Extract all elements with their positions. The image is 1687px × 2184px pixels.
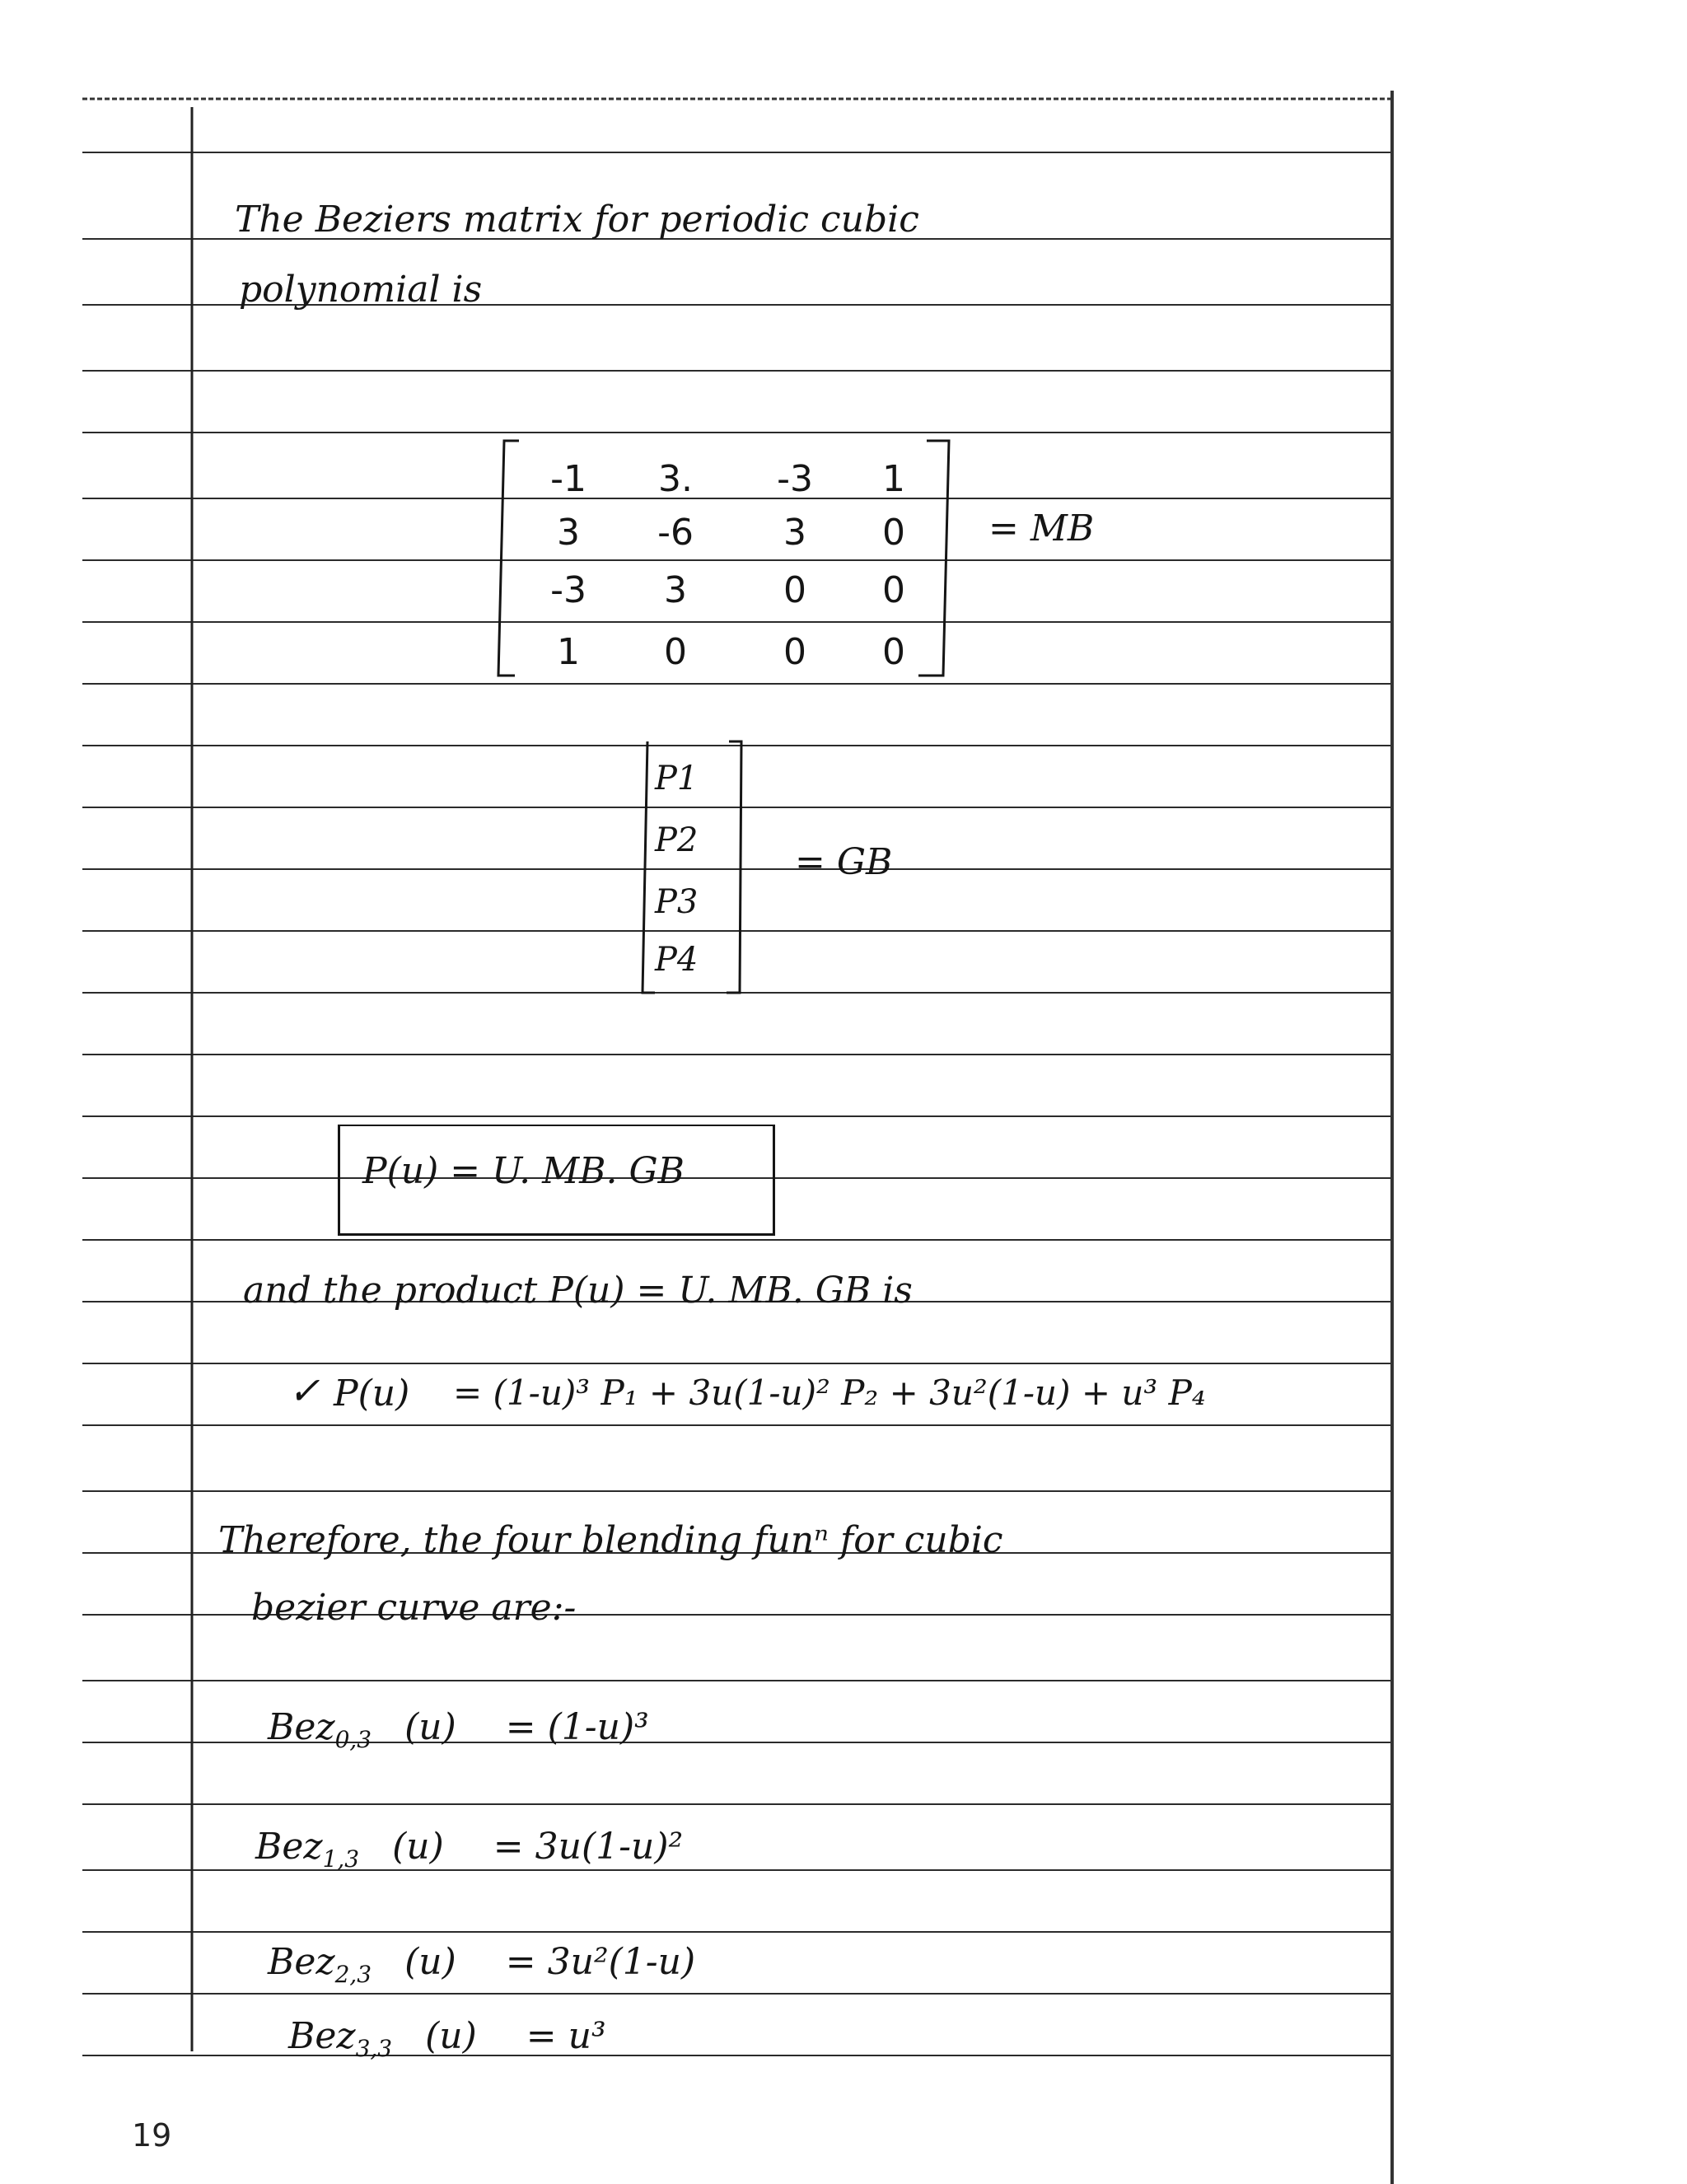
blending-name: Bez (268, 1706, 335, 1748)
expanded-rhs: = (1-u)³ P₁ + 3u(1-u)² P₂ + 3u²(1-u) + u³ P₄ (453, 1373, 1206, 1413)
blending-subscript: 3,3 (355, 2035, 393, 2062)
blending-subscript: 1,3 (322, 1845, 360, 1873)
blending-function-row (255, 1826, 684, 1873)
matrix-cell: 1 (557, 631, 580, 673)
vector-gb (634, 737, 750, 997)
blending-function-row (288, 2015, 606, 2062)
matrix-cell: 3. (658, 458, 693, 500)
blending-name: Bez (288, 2015, 356, 2057)
product-sentence: and the product P(u) = U. MB. GB is (243, 1270, 913, 1312)
blending-value: = u³ (526, 2015, 606, 2057)
matrix-cell: 0 (882, 631, 905, 673)
blending-value: = (1-u)³ (505, 1706, 649, 1748)
blending-subscript: 2,3 (334, 1961, 372, 1988)
blending-argument: (u) (425, 2015, 477, 2057)
boxed-equation: P(u) = U. MB. GB (362, 1150, 685, 1192)
matrix-mb-label: = MB (988, 507, 1095, 550)
matrix-cell: 3 (557, 512, 580, 554)
vector-gb-label: = GB (795, 841, 893, 883)
intro-line-1: The Beziers matrix for periodic cubic (235, 199, 919, 241)
blending-value: = 3u(1-u)² (493, 1826, 684, 1868)
matrix-cell: 0 (664, 631, 687, 673)
expanded-lhs: P(u) (334, 1373, 410, 1415)
check-mark: ✓ (288, 1368, 320, 1413)
blending-argument: (u) (392, 1826, 444, 1868)
blending-function-row (268, 1706, 649, 1753)
matrix-cell: -6 (657, 512, 694, 554)
matrix-cell: -1 (550, 458, 586, 500)
therefore-line-1: Therefore, the four blending funⁿ for cubic (218, 1519, 1003, 1561)
vector-item: P1 (655, 760, 699, 797)
matrix-cell: 0 (882, 569, 905, 611)
matrix-mb (494, 437, 956, 680)
matrix-cell: 0 (882, 512, 905, 554)
matrix-cell: 0 (783, 569, 806, 611)
vector-item: P4 (655, 941, 699, 979)
blending-argument: (u) (404, 1941, 456, 1983)
vector-item: P3 (655, 883, 699, 921)
matrix-cell: 0 (783, 631, 806, 673)
vector-item: P2 (655, 821, 699, 859)
matrix-cell: -3 (550, 569, 586, 611)
blending-name: Bez (255, 1826, 323, 1868)
page-number: 19 (132, 2117, 172, 2154)
matrix-cell: 1 (882, 458, 905, 500)
blending-argument: (u) (404, 1706, 456, 1748)
matrix-cell: -3 (777, 458, 813, 500)
blending-name: Bez (268, 1941, 335, 1983)
blending-value: = 3u²(1-u) (505, 1941, 696, 1983)
intro-line-2: polynomial is (239, 269, 483, 311)
blending-subscript: 0,3 (334, 1726, 372, 1753)
therefore-line-2: bezier curve are:- (251, 1587, 577, 1629)
matrix-cell: 3 (664, 569, 687, 611)
blending-function-row (268, 1941, 696, 1988)
matrix-cell: 3 (783, 512, 806, 554)
